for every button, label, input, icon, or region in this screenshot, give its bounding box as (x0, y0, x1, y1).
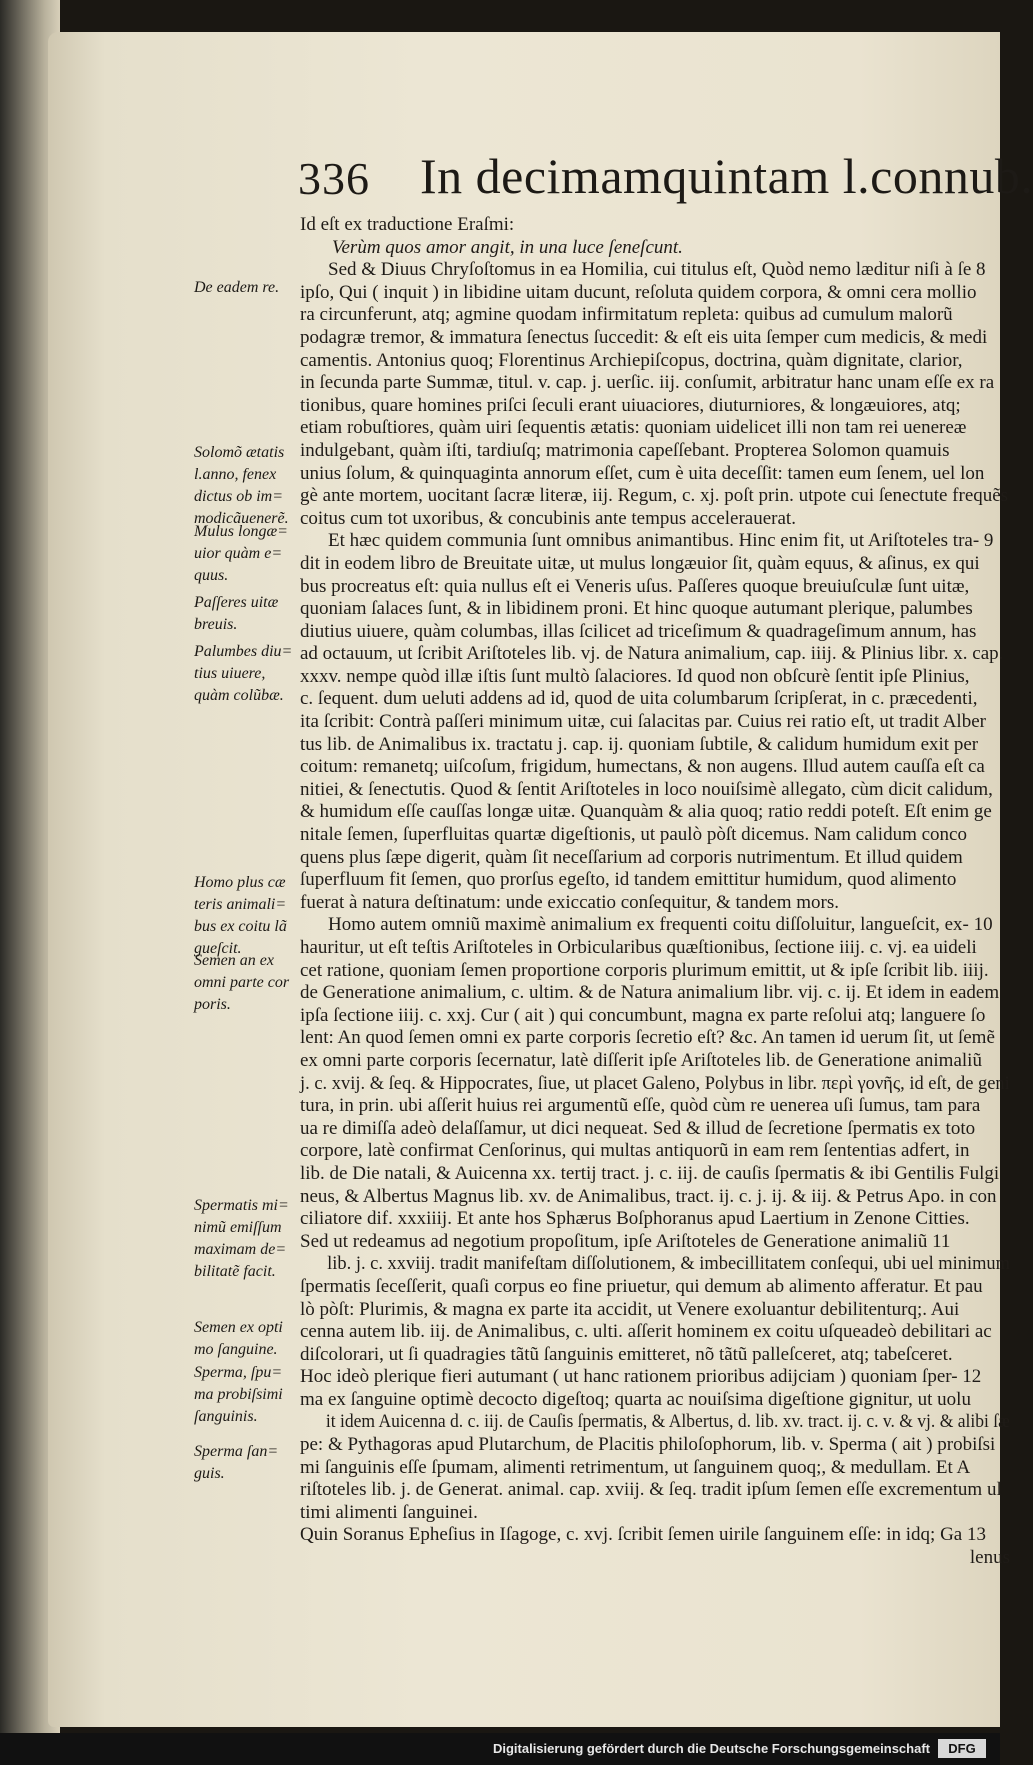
margin-note: De eadem re. (194, 279, 280, 296)
margin-note: Semen ex opti mo ſanguine. (194, 1319, 283, 1358)
margin-note: Spermatis mi= nimũ emiſſum maximam de= bilitatẽ facit. (194, 1197, 289, 1280)
margin-note: Solomõ ætatis l.anno, fenex dictus ob im= modicãuenerẽ. (194, 444, 289, 527)
digitization-footer (0, 1733, 1000, 1765)
text-line: & humidum eſſe cauſſas longæ uitæ. Quanquàm & alia quoq; ratio reddi poteſt. Eſt enim ge (300, 801, 992, 823)
margin-note: Palumbes diu= tius uiuere, quàm colũbæ. (194, 643, 293, 704)
text-line: coitum: remanetq; uiſcoſum, frigidum, humectans, & non augens. Illud autem cauſſa eſt ca (300, 756, 985, 778)
text-line: gè ante mortem, uocitant ſacræ literæ, iij. Regum, c. xj. poſt prin. utpote cui ſenectute frequẽs (300, 485, 1009, 507)
text-line: ra circunferunt, atq; agmine quodam infirmitatum repleta: quibus ad cumulum malorũ (300, 304, 953, 326)
text-line: podagræ tremor, & immatura ſenectus ſuccedit: & eſt eis uita ſemper cum medicis, & medi (300, 326, 988, 348)
text-line: bus procreatus eſt: quia nullus eſt ei Veneris uſus. Paſſeres quoque breuiuſculæ ſunt uitæ, (300, 575, 970, 597)
text-line: cet ratione, quoniam ſemen proportione corporis plurimum emittit, ut & ipſe ſcribit lib. iiij. (300, 959, 989, 981)
margin-note: Semen an ex omni parte cor poris. (194, 952, 290, 1013)
text-line: quens plus ſæpe digerit, quàm ſit neceſſarium ad corporis nutrimentum. Et illud quidem (300, 846, 963, 868)
text-line: diſcolorari, ut ſi quadragies tãtũ ſanguinis emitteret, nõ tãtũ palleſceret, atq; tabeſceret. (300, 1343, 953, 1365)
text-line: tus lib. de Animalibus ix. tractatu j. cap. ij. quoniam ſubtile, & calidum humidum exit per (300, 733, 979, 755)
text-line: Hoc ideò plerique fieri autumant ( ut hanc rationem prioribus adijciam ) quoniam ſper- 12 (300, 1366, 982, 1388)
text-line: ad octauum, ut ſcribit Ariſtoteles lib. vj. de Natura animalium, cap. iiij. & Plinius libr. x. cap. (300, 643, 1004, 665)
text-line: ſuperfluum fit ſemen, quo prorſus egeſto, id tandem emittitur humidum, quod alimento (300, 869, 957, 891)
text-line: de Generatione animalium, c. ultim. & de Natura animalium libr. vij. c. ij. Et idem in eadem (300, 982, 1000, 1004)
text-line: tionibus, quare homines priſci ſeculi erant uiuaciores, diuturniores, & longæuiores, atq; (300, 394, 961, 416)
text-line: cenna autem lib. iij. de Animalibus, c. ulti. aſſerit hominem ex coitu uſqueadeò debilitari ac (300, 1321, 992, 1343)
text-line: ua re dimiſſa adeò delaſſamur, ut dici nequeat. Sed & illud de ſecretione ſpermatis ex toto (300, 1117, 976, 1139)
text-line: ſpermatis ſeceſſerit, quaſi corpus eo fine priuetur, qui demum ab alimento afferatur. Et pau (300, 1275, 983, 1297)
text-line: nitiei, & ſenectutis. Quod & ſentit Ariſtoteles in loco nouiſsimè allegato, cùm dicit calidum, (300, 778, 993, 800)
margin-note: Paſſeres uitæ breuis. (194, 594, 279, 633)
text-line: pe: & Pythagoras apud Plutarchum, de Placitis philoſophorum, lib. v. Sperma ( ait ) probiſsi (300, 1434, 996, 1456)
text-line: lib. j. c. xxviij. tradit manifeſtam diſſolutionem, & imbecillitatem conſequi, ubi uel minimum (327, 1253, 1010, 1275)
text-line: nitale ſemen, ſuperfluitas quartæ digeſtionis, ut paulò pòſt dicemus. Nam calidum conco (300, 824, 967, 846)
text-line: coitus cum tot uxoribus, & concubinis ante tempus accelerauerat. (300, 507, 796, 529)
text-line: Sed ut redeamus ad negotium propoſitum, ipſe Ariſtoteles de Generatione animaliũ 11 (300, 1230, 951, 1252)
text-line: indulgebant, quàm iſti, tardiuſq; matrimonia capeſſebant. Propterea Solomon quamuis (300, 439, 950, 461)
text-line: ipſo, Qui ( inquit ) in libidine uitam ducunt, reſoluta quidem corpora, & omni cera mollio (300, 281, 977, 303)
text-line: mi ſanguinis eſſe ſpumam, alimenti retrimentum, ut ſanguinem quoq;, & medullam. Et A (300, 1456, 971, 1478)
text-line: Id eſt ex traductione Eraſmi: (300, 214, 515, 235)
text-line: fuerat à natura deſtinatum: unde exiccatio conſequitur, & tandem mors. (300, 891, 839, 913)
text-line: timi alimenti ſanguinei. (300, 1501, 478, 1523)
text-line: lenus (969, 1547, 1010, 1569)
text-line: camentis. Antonius quoq; Florentinus Archiepiſcopus, doctrina, quàm dignitate, clarior, (300, 349, 963, 371)
text-line: Sed & Diuus Chryſoſtomus in ea Homilia, cui titulus eſt, Quòd nemo læditur niſi à ſe 8 (328, 259, 986, 281)
margin-note: Sperma ſan= guis. (194, 1443, 279, 1482)
body-text (300, 214, 1010, 1570)
text-line: j. c. xvij. & ſeq. & Hippocrates, ſiue, ut placet Galeno, Polybus in libr. περὶ γονῆς, id eſt, de geni (300, 1072, 1010, 1094)
page-number: 336 (298, 153, 370, 204)
text-line: diutius uiuere, quàm columbas, illas ſcilicet ad triceſimum & quadrageſimum annum, has (300, 620, 977, 642)
text-line: lò pòſt: Plurimis, & magna ex parte ita accidit, ut Venere exoluantur debilitenturq;. Aui (300, 1298, 960, 1320)
text-line: c. ſequent. dum ueluti addens ad id, quod de uita columbarum ſcripſerat, in c. præcedenti, (300, 688, 978, 710)
text-line: quoniam ſalaces ſunt, & in libidinem proni. Et hinc quoque autumant plerique, palumbes (300, 598, 973, 620)
text-line: unius ſolum, & quinquaginta annorum eſſet, cum è uita deceſſit: tamen eum ſenem, uel lon (300, 462, 985, 484)
dfg-logo: DFG (938, 1739, 986, 1758)
funding-credit: Digitalisierung gefördert durch die Deutsche Forschungsgemeinschaft (492, 1741, 930, 1756)
text-line: etiam robuſtiores, quàm uiri ſequentis ætatis: quoniam uidelicet illi non tam rei uenereæ (300, 417, 967, 439)
text-line: Verùm quos amor angit, in una luce ſeneſcunt. (332, 236, 683, 258)
text-line: hauritur, ut eſt teſtis Ariſtoteles in Orbicularibus quæſtionibus, ſectione iiij. c. vj. ea uideli (300, 937, 977, 958)
text-line: lent: An quod ſemen omni ex parte corporis ſecretio eſt? &c. An tamen id uerum ſit, ut ſemẽ (300, 1027, 995, 1049)
text-line: ita ſcribit: Contrà paſſeri minimum uitæ, cui ſalacitas par. Cuius rei ratio eſt, ut tradit Alber (300, 711, 986, 733)
text-line: xxxv. nempe quòd illæ iſtis ſunt multò ſalaciores. Id quod non obſcurè ſentit ipſe Plinius, (300, 665, 970, 687)
text-line: Et hæc quidem communia ſunt omnibus animantibus. Hinc enim fit, ut Ariſtoteles tra- 9 (328, 530, 994, 552)
text-line: corpore, latè confirmat Cenſorinus, qui multas antiquorũ in eam rem ſententias adfert, in (300, 1140, 970, 1162)
margin-note: Mulus longæ= uior quàm e= quus. (194, 523, 288, 584)
book-page (48, 32, 1033, 1727)
running-head-title: In decimamquintam l.connub. (420, 148, 1033, 204)
text-line: it idem Auicenna d. c. iij. de Cauſis ſpermatis, & Albertus, d. lib. xv. tract. ij. c. v. & vj. & alibi ſæ (325, 1411, 1010, 1433)
text-line: Homo autem omniũ maximè animalium ex frequenti coitu diſſoluitur, langueſcit, ex- 10 (328, 914, 993, 936)
text-line: ma ex ſanguine optimè decocto digeſtoq; quarta ac nouiſsima digeſtione gignitur, ut uolu (300, 1388, 971, 1410)
text-line: ipſa ſectione iiij. c. xxj. Cur ( ait ) qui concumbunt, magna ex parte reſolui atq; languere ſo (300, 1004, 986, 1026)
text-line: neus, & Albertus Magnus lib. xv. de Animalibus, tract. ij. c. j. ij. & iij. & Petrus Apo. in con (300, 1185, 997, 1207)
margin-note: Homo plus cæ teris animali= bus ex coitu lã gueſcit. (194, 874, 287, 957)
text-line: ex omni parte corporis ſecernatur, latè diſſerit ipſe Ariſtoteles lib. de Generatione animaliũ (300, 1049, 982, 1071)
text-line: tura, in prin. ubi aſſerit huius rei argumentũ eſſe, quòd cùm re uenerea uſi ſumus, tam para (300, 1095, 981, 1117)
text-line: Quin Soranus Epheſius in Iſagoge, c. xvj. ſcribit ſemen uirile ſanguinem eſſe: in idq; Ga 13 (300, 1524, 986, 1546)
text-line: in ſecunda parte Summæ, titul. v. cap. j. uerſic. iij. conſumit, arbitratur hanc unam eſſe ex ra (300, 372, 995, 394)
text-line: riſtoteles lib. j. de Generat. animal. cap. xviij. & ſeq. tradit ipſum ſemen eſſe excrementum ul (300, 1479, 1002, 1501)
margin-note: Sperma, ſpu= ma probiſsimi ſanguinis. (194, 1364, 283, 1425)
text-line: dit in eodem libro de Breuitate uitæ, ut mulus longæuior ſit, quàm equus, & aſinus, ex qui (300, 552, 980, 574)
text-line: ciliatore dif. xxxiiij. Et ante hos Sphærus Boſphoranus apud Laertium in Zenone Citties. (300, 1208, 970, 1230)
text-line: lib. de Die natali, & Auicenna xx. tertij tract. j. c. iij. de cauſis ſpermatis & ibi Gentilis Fulgi (300, 1162, 1000, 1184)
